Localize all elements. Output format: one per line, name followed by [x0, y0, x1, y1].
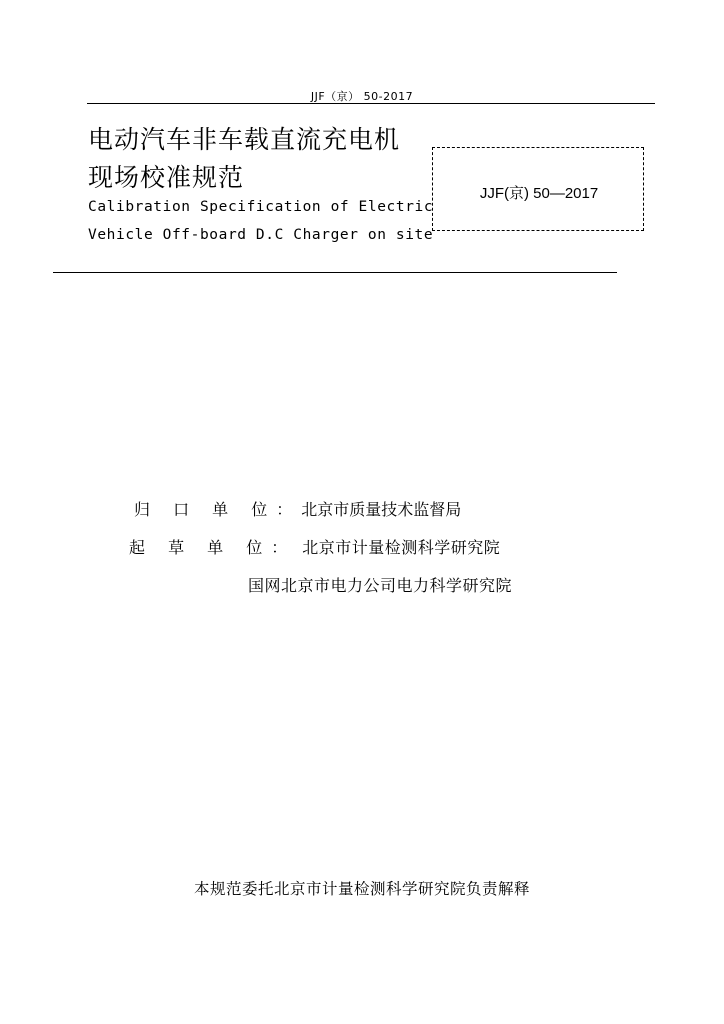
responsible-unit-row	[134, 497, 461, 520]
responsible-unit-label: 归 口 单 位：	[134, 500, 302, 519]
footer-interpretation-note: 本规范委托北京市计量检测科学研究院负责解释	[193, 880, 530, 898]
header-rule	[87, 103, 655, 104]
drafting-unit-value-2: 国网北京市电力公司电力科学研究院	[248, 576, 513, 595]
title-chinese-line2: 现场校准规范	[88, 163, 245, 192]
drafting-unit-row	[129, 535, 500, 558]
title-chinese-line1: 电动汽车非车载直流充电机	[88, 125, 401, 154]
drafting-unit-label: 起 草 单 位：	[129, 538, 297, 557]
drafting-unit-value-1: 北京市计量检测科学研究院	[302, 538, 501, 557]
title-divider-rule	[53, 272, 617, 273]
standard-code: JJF(京) 50—2017	[479, 185, 599, 202]
running-header: JJF（京） 50-2017	[310, 90, 414, 103]
title-english-line2: Vehicle Off-board D.C Charger on site	[88, 227, 434, 243]
title-english-line1: Calibration Specification of Electric	[88, 199, 434, 215]
responsible-unit-value: 北京市质量技术监督局	[301, 500, 462, 519]
code-box	[432, 147, 644, 231]
